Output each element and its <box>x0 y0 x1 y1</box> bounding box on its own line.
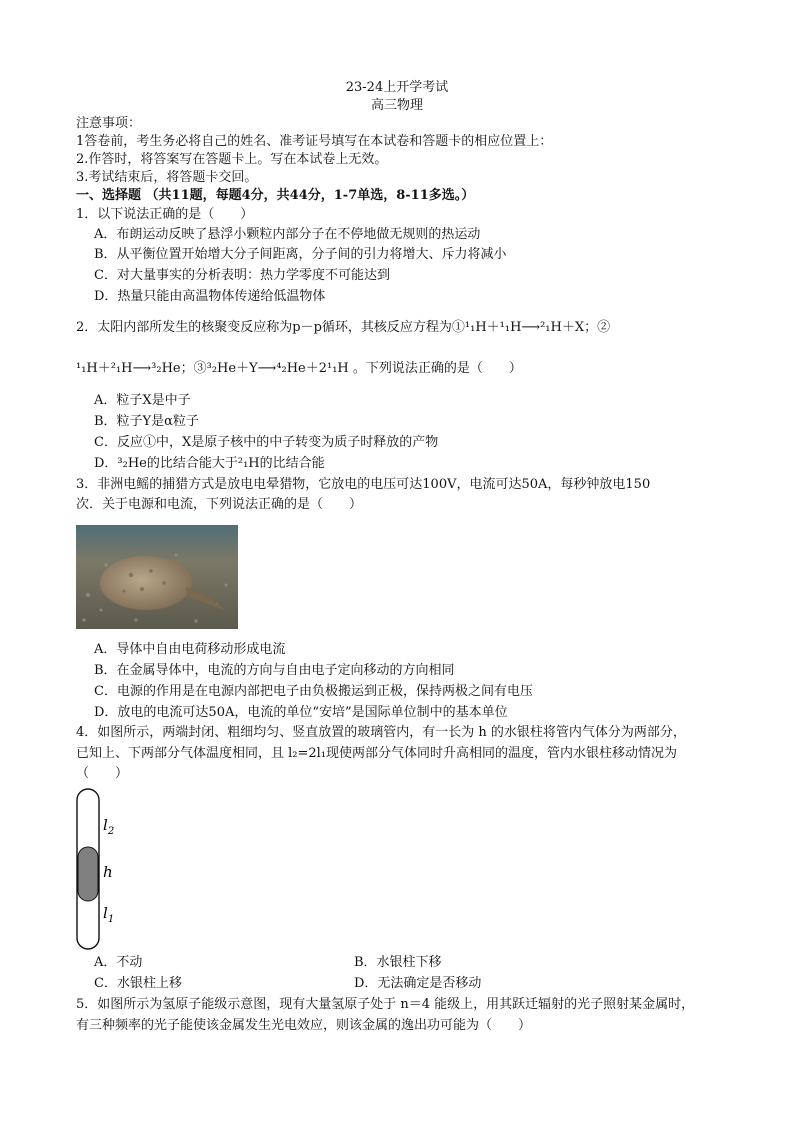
glass-tube-diagram <box>70 786 150 952</box>
notes-heading: 注意事项： <box>76 116 142 131</box>
question-3-stem-cont: 次．关于电源和电流，下列说法正确的是（ ） <box>76 497 363 512</box>
question-1-option-c: C．对大量事实的分析表明：热力学零度不可能达到 <box>94 268 390 283</box>
question-1-option-a: A．布朗运动反映了悬浮小颗粒内部分子在不停地做无规则的热运动 <box>94 227 481 242</box>
question-4-option-b: B．水银柱下移 <box>354 955 442 970</box>
question-3-option-b: B．在金属导体中，电流的方向与自由电子定向移动的方向相同 <box>94 663 455 678</box>
note-item: 2.作答时，将答案写在答题卡上。写在本试卷上无效。 <box>76 152 388 167</box>
label-l2: $l_2$ <box>103 816 115 837</box>
note-item: 3.考试结束后，将答题卡交回。 <box>76 170 258 185</box>
electric-ray-image <box>76 525 238 629</box>
question-5-stem-cont: 有三种频率的光子能使该金属发生光电效应，则该金属的逸出功可能为（ ） <box>76 1018 532 1033</box>
question-3-stem: 3．非洲电鳐的捕猎方式是放电电晕猎物，它放电的电压可达100V，电流可达50A，每秒钟放电150 <box>76 477 651 492</box>
question-2-option-c: C．反应①中，X是原子核中的中子转变为质子时释放的产物 <box>94 435 439 450</box>
question-1-option-d: D．热量只能由高温物体传递给低温物体 <box>94 289 326 304</box>
question-2-stem: 2．太阳内部所发生的核聚变反应称为p－p循环，其核反应方程为①¹₁H＋¹₁H⟶²₁H＋X；② <box>76 320 611 335</box>
question-2-stem-cont: ¹₁H＋²₁H⟶³₂He；③³₂He＋Y⟶⁴₂He＋2¹₁H 。下列说法正确的是（ ） <box>76 361 522 376</box>
mercury-column <box>78 847 98 901</box>
glass-tube-figure <box>70 786 150 952</box>
question-2-option-b: B．粒子Y是α粒子 <box>94 414 199 429</box>
question-4-option-a: A．不动 <box>94 955 143 970</box>
note-item: 1答卷前，考生务必将自己的姓名、准考证号填写在本试卷和答题卡的相应位置上： <box>76 134 553 149</box>
question-1-stem: 1．以下说法正确的是（ ） <box>76 207 254 222</box>
label-h: h <box>103 863 113 881</box>
question-4-stem-cont2: （ ） <box>76 766 129 781</box>
question-1-option-b: B．从平衡位置开始增大分子间距离，分子间的引力将增大、斥力将减小 <box>94 247 507 262</box>
question-4-stem: 4．如图所示，两端封闭、粗细均匀、竖直放置的玻璃管内，有一长为 h 的水银柱将管内气体分为两部分， <box>76 725 686 740</box>
question-4-option-c: C．水银柱上移 <box>94 976 182 991</box>
section-heading: 一、选择题 （共11题，每题4分，共44分，1-7单选，8-11多选。） <box>76 188 475 203</box>
electric-ray-photo <box>76 525 238 629</box>
exam-subtitle: 高三物理 <box>370 98 423 113</box>
question-4-option-d: D．无法确定是否移动 <box>354 976 482 991</box>
question-3-option-a: A．导体中自由电荷移动形成电流 <box>94 642 286 657</box>
exam-title: 23-24上开学考试 <box>345 80 449 95</box>
label-l1: $l_1$ <box>103 904 115 925</box>
question-2-option-d: D．³₂He的比结合能大于²₁H的比结合能 <box>94 456 325 471</box>
question-3-option-c: C．电源的作用是在电源内部把电子由负极搬运到正极，保持两极之间有电压 <box>94 684 533 699</box>
question-3-option-d: D．放电的电流可达50A，电流的单位“安培”是国际单位制中的基本单位 <box>94 705 508 720</box>
question-5-stem: 5．如图所示为氢原子能级示意图，现有大量氢原子处于 n＝4 能级上，用其跃迁辐射的光子照射某金属时， <box>76 997 695 1012</box>
question-2-option-a: A．粒子X是中子 <box>94 393 191 408</box>
question-4-stem-cont: 已知上、下两部分气体温度相同，且 l₂=2l₁现使两部分气体同时升高相同的温度，管内水银柱移动情况为 <box>76 746 678 761</box>
